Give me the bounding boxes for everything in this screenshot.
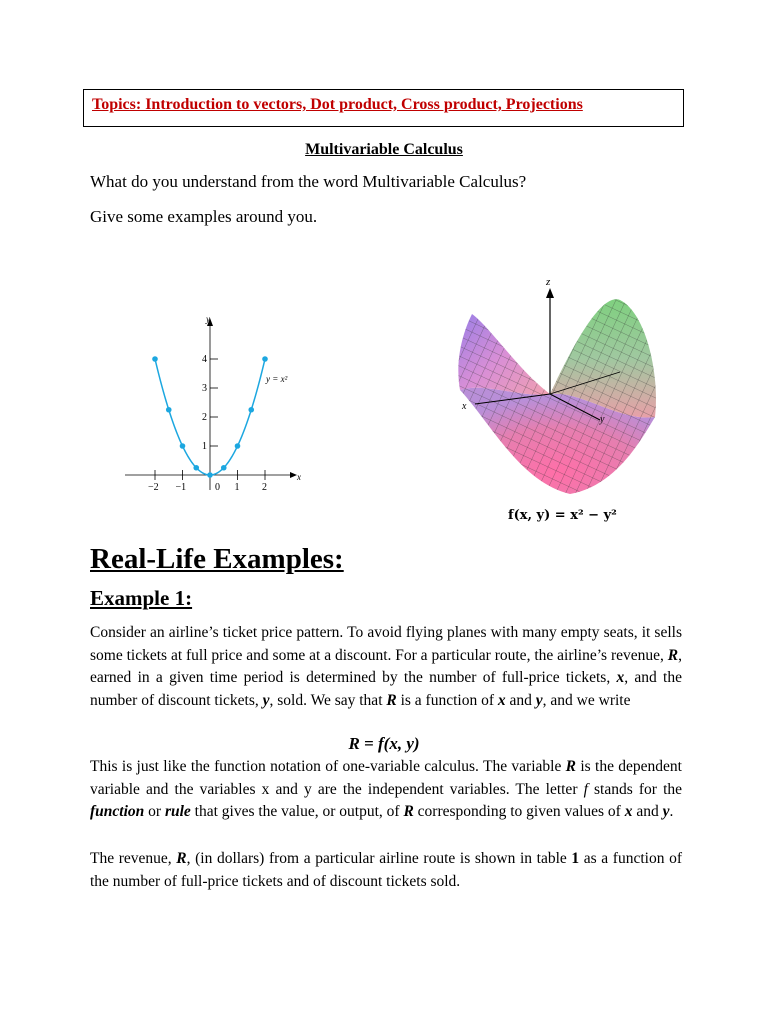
var-x: x	[624, 803, 633, 820]
curve-point	[180, 443, 186, 449]
question-1: What do you understand from the word Multivariable Calculus?	[90, 172, 527, 191]
var-R: R	[176, 850, 187, 867]
x-axis-arrow	[290, 472, 297, 478]
question-2: Give some examples around you.	[90, 207, 318, 226]
curve-point	[207, 472, 213, 478]
p1-text: is a function of	[396, 691, 498, 709]
x-axis-label: x	[297, 472, 301, 482]
z-axis-label: z	[546, 276, 551, 288]
topics-box	[83, 89, 684, 127]
paragraph-3	[90, 848, 682, 893]
x-tick-label: −2	[148, 482, 159, 493]
course-title: Multivariable Calculus	[305, 141, 463, 158]
p1-text: , and we write	[542, 691, 631, 709]
var-x: x	[616, 669, 625, 686]
p1-text: and	[505, 691, 536, 709]
p1-text: , and the number of discount tickets,	[90, 669, 682, 709]
var-y: y	[262, 691, 270, 709]
parabola-graph	[120, 310, 310, 495]
p2-text: that gives the value, or output, of	[190, 803, 404, 820]
p2-text: .	[669, 803, 674, 820]
var-R: R	[667, 646, 679, 664]
x-tick-label: 2	[262, 482, 267, 493]
y-tick-label: 2	[202, 412, 207, 423]
table-number: 1	[571, 850, 580, 867]
curve-point	[193, 465, 199, 471]
paragraph-2	[90, 756, 682, 824]
var-y: y	[662, 803, 670, 820]
saddle-surface-graph	[450, 272, 670, 502]
x-tick-label: 1	[234, 482, 240, 493]
p2-text: or	[144, 803, 165, 820]
paragraph-1	[90, 622, 682, 712]
var-R: R	[565, 758, 577, 775]
p2-text: stands for the	[587, 780, 682, 798]
curve-point	[152, 356, 158, 362]
p3-text: The revenue,	[90, 850, 177, 867]
x-tick-label: −1	[175, 482, 187, 493]
y-axis-label-3d: y	[600, 414, 605, 425]
curve-point	[248, 407, 254, 413]
y-tick-label: 4	[202, 354, 207, 365]
term-function: function	[90, 803, 145, 820]
curve-point	[166, 407, 172, 413]
y-tick-label: 1	[202, 441, 207, 452]
y-axis-label: y	[206, 314, 210, 324]
topics-text: Topics: Introduction to vectors, Dot product, Cross product, Projections	[92, 96, 583, 113]
surface-formula: f(x, y) = x² − y²	[508, 508, 617, 523]
curve-label: y = x²	[266, 374, 288, 384]
surface-mesh	[458, 299, 656, 494]
curve-point	[235, 443, 241, 449]
y-tick-label: 3	[202, 383, 207, 394]
curve-point	[262, 356, 268, 362]
p1-text: , earned in a given time period is determined by the number of full-price tickets,	[90, 646, 682, 686]
term-rule: rule	[164, 803, 191, 820]
p1-text: , sold. We say that	[269, 691, 387, 709]
var-R: R	[386, 691, 397, 709]
example-title: Example 1:	[90, 586, 193, 610]
p2-text: and	[632, 803, 663, 820]
p2-text: corresponding to given values of	[413, 803, 625, 820]
var-R: R	[403, 803, 414, 820]
var-y: y	[535, 691, 543, 709]
var-f: f	[583, 780, 588, 798]
p2-text: is the dependent variable and the variables x and y are the independent variables. The letter	[90, 758, 682, 798]
var-x: x	[497, 691, 506, 709]
p3-text: as a function of the number of full-price tickets and of discount tickets sold.	[90, 850, 682, 890]
equation: R = f(x, y)	[348, 734, 420, 753]
z-axis-arrow	[546, 288, 554, 298]
curve-point	[221, 465, 227, 471]
p2-text: This is just like the function notation of one-variable calculus. The variable	[90, 758, 566, 775]
p1-text: Consider an airline’s ticket price pattern. To avoid flying planes with many empty seats, it sells some tickets at full price and some at a discount. For a particular route, the airline’s revenue,	[90, 624, 682, 664]
x-axis-label-3d: x	[462, 401, 467, 412]
x-tick-label: 0	[215, 482, 220, 493]
section-title: Real-Life Examples:	[90, 543, 344, 575]
p3-text: , (in dollars) from a particular airline route is shown in table	[186, 850, 572, 867]
